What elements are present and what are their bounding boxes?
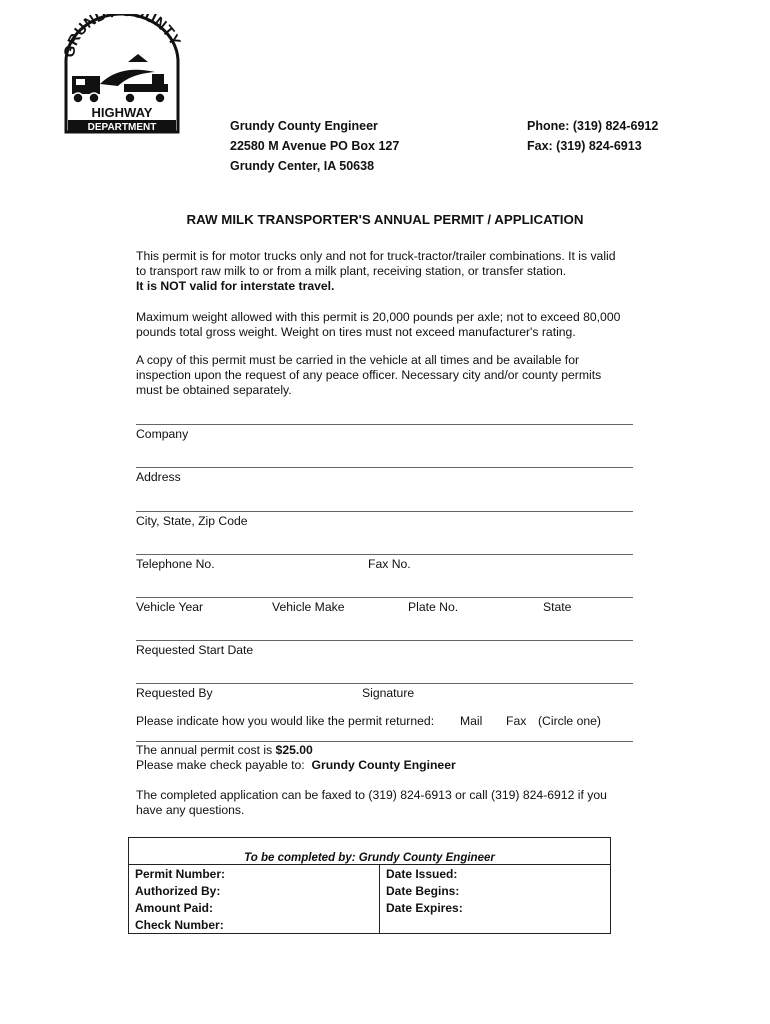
closing-line2: have any questions. (136, 803, 245, 817)
start-date-label: Requested Start Date (136, 643, 254, 657)
intro-p3-line1: A copy of this permit must be carried in the vehicle at all times and be available for (136, 353, 580, 367)
intro-p1-line1: This permit is for motor trucks only and not for truck-tractor/trailer combinations. It is valid (136, 249, 616, 263)
company-line[interactable] (136, 424, 633, 425)
permit-cost-text: The annual permit cost is (136, 743, 276, 757)
engineer-name: Grundy County Engineer (230, 119, 378, 133)
permit-cost-amount: $25.00 (275, 743, 313, 757)
company-label: Company (136, 427, 189, 441)
address-label: Address (136, 470, 181, 484)
logo-line2: DEPARTMENT (87, 122, 157, 133)
amount-paid-cell[interactable]: Amount Paid: (129, 899, 380, 916)
circle-one-note: (Circle one) (538, 714, 601, 728)
date-expires-cell[interactable]: Date Expires: (380, 899, 611, 916)
return-mail-option[interactable]: Mail (460, 714, 483, 728)
fax-label: Fax No. (368, 557, 411, 571)
office-table-caption: To be completed by: Grundy County Engineer (129, 838, 611, 865)
vehicle-year-label: Vehicle Year (136, 600, 204, 614)
office-use-table (128, 837, 611, 934)
authorized-by-cell[interactable]: Authorized By: (129, 882, 380, 899)
address-line[interactable] (136, 467, 633, 468)
permit-number-cell[interactable]: Permit Number: (129, 865, 380, 883)
intro-p3-line3: must be obtained separately. (136, 383, 292, 397)
intro-paragraph-3 (136, 353, 656, 398)
vehicle-line[interactable] (136, 597, 633, 598)
intro-p2-line1: Maximum weight allowed with this permit is 20,000 pounds per axle; not to exceed 80,000 (136, 310, 621, 324)
return-method-line (136, 741, 633, 742)
check-number-cell[interactable]: Check Number: (129, 916, 380, 934)
intro-p2-line2: pounds total gross weight. Weight on tires must not exceed manufacturer's rating. (136, 325, 576, 339)
city-state-zip-line[interactable] (136, 511, 633, 512)
empty-cell[interactable] (380, 916, 611, 934)
grundy-county-highway-logo (60, 14, 182, 134)
payee-prefix: Please make check payable to: (136, 758, 305, 772)
closing-line1: The completed application can be faxed to (319) 824-6913 or call (319) 824-6912 if you (136, 788, 607, 802)
engineer-street: 22580 M Avenue PO Box 127 (230, 139, 400, 153)
payee-name: Grundy County Engineer (311, 758, 456, 772)
date-begins-cell[interactable]: Date Begins: (380, 882, 611, 899)
intro-paragraph-2 (136, 310, 656, 340)
intro-p1-line2: to transport raw milk to or from a milk plant, receiving station, or transfer station. (136, 264, 567, 278)
logo-line1: HIGHWAY (91, 105, 153, 120)
date-issued-cell[interactable]: Date Issued: (380, 865, 611, 883)
vehicle-make-label: Vehicle Make (272, 600, 345, 614)
requested-by-label: Requested By (136, 686, 213, 700)
phone-number: Phone: (319) 824-6912 (527, 119, 659, 133)
return-method-prompt: Please indicate how you would like the permit returned: (136, 714, 435, 728)
return-fax-option[interactable]: Fax (506, 714, 527, 728)
requested-by-line[interactable] (136, 683, 633, 684)
engineer-city: Grundy Center, IA 50638 (230, 159, 375, 173)
telephone-fax-line[interactable] (136, 554, 633, 555)
closing-paragraph (136, 788, 656, 818)
document-title: RAW MILK TRANSPORTER'S ANNUAL PERMIT / APPLICATION (186, 212, 584, 227)
intro-paragraph-1 (136, 249, 656, 294)
intro-p3-line2: inspection upon the request of any peace officer. Necessary city and/or county permits (136, 368, 602, 382)
permit-cost (136, 743, 313, 757)
signature-label: Signature (362, 686, 415, 700)
payee-line (136, 758, 456, 772)
fax-number: Fax: (319) 824-6913 (527, 139, 642, 153)
plate-label: Plate No. (408, 600, 459, 614)
logo-arc-text: GRUND UNTY (60, 14, 182, 59)
interstate-warning: It is NOT valid for interstate travel. (136, 279, 335, 293)
telephone-label: Telephone No. (136, 557, 215, 571)
start-date-line[interactable] (136, 640, 633, 641)
state-label: State (543, 600, 572, 614)
city-state-zip-label: City, State, Zip Code (136, 514, 248, 528)
